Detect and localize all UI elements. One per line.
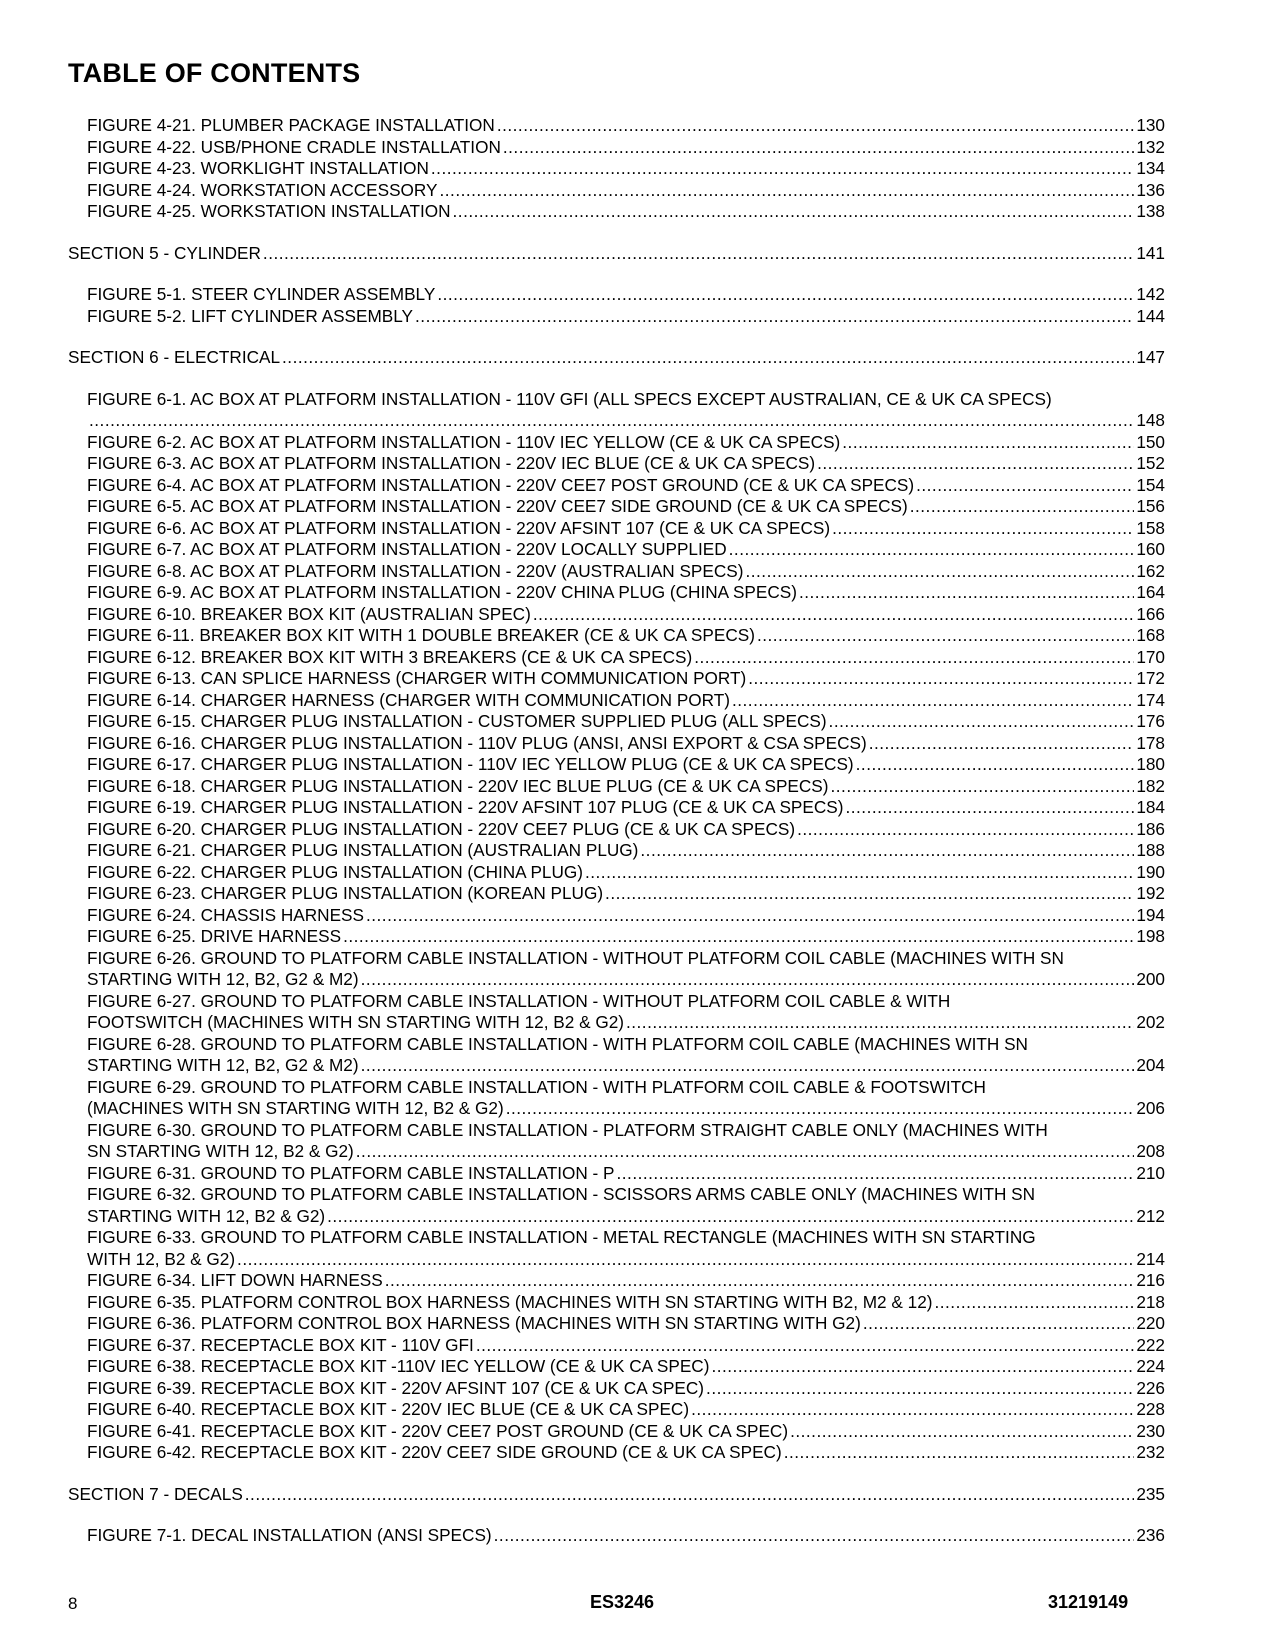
toc-entry-label: FIGURE 6-37. RECEPTACLE BOX KIT - 110V GFI [87,1334,474,1355]
toc-page-number: 178 [1136,732,1165,753]
toc-entry-label: SECTION 6 - ELECTRICAL [68,347,281,367]
toc-entry-label: SECTION 7 - DECALS [68,1483,243,1504]
toc-page-number: 170 [1136,646,1165,667]
footer-doc-number: 31219149 [1048,1592,1129,1612]
toc-figure-entry[interactable] [68,1442,1165,1464]
toc-entry-label: FIGURE 6-32. GROUND TO PLATFORM CABLE INSTALLATION - SCISSORS ARMS CABLE ONLY (MACHINES WITH SN [87,1184,1036,1204]
toc-entry-label: FIGURE 6-25. DRIVE HARNESS [87,926,342,946]
dot-leader [711,1356,1134,1378]
toc-page-number: 222 [1136,1334,1165,1355]
toc-entry-label: FIGURE 5-2. LIFT CYLINDER ASSEMBLY [87,305,414,326]
dot-leader [784,1442,1135,1464]
dot-leader [327,1206,1134,1228]
dot-leader [366,905,1134,927]
dot-leader [89,410,1134,432]
toc-figure-entry[interactable] [68,733,1165,755]
toc-entry-label: STARTING WITH 12, B2, G2 & M2) [87,969,359,989]
toc-figure-entry[interactable] [68,1335,1165,1357]
dot-leader [745,561,1134,583]
dot-leader [799,582,1134,604]
toc-page-number: 192 [1136,883,1165,903]
toc-entry-label: FIGURE 6-5. AC BOX AT PLATFORM INSTALLATION - 220V CEE7 SIDE GROUND (CE & UK CA SPECS) [87,496,908,516]
dot-leader [831,776,1135,798]
dot-leader [343,926,1134,948]
toc-figure-entry[interactable] [68,1163,1165,1185]
dot-leader [832,518,1134,540]
toc-entry-label: FIGURE 6-2. AC BOX AT PLATFORM INSTALLATION - 110V IEC YELLOW (CE & UK CA SPECS) [87,431,841,452]
toc-entry-label: FIGURE 6-38. RECEPTACLE BOX KIT -110V IEC YELLOW (CE & UK CA SPEC) [87,1356,710,1376]
toc-entry-label: FIGURE 6-14. CHARGER HARNESS (CHARGER WITH COMMUNICATION PORT) [87,689,730,710]
toc-page-number: 150 [1136,431,1165,452]
toc-figure-entry[interactable] [68,284,1165,306]
toc-entry-label: FIGURE 6-23. CHARGER PLUG INSTALLATION (KOREAN PLUG) [87,883,604,903]
toc-page-number: 158 [1136,517,1165,538]
toc-entry-label: FIGURE 6-24. CHASSIS HARNESS [87,904,364,925]
toc-page-number: 226 [1136,1377,1165,1398]
toc-page-number: 132 [1136,136,1165,157]
toc-section-entry[interactable] [68,1484,1165,1506]
dot-leader [910,496,1135,518]
toc-figure-entry[interactable] [68,668,1165,690]
toc-figure-entry[interactable] [68,539,1165,561]
toc-entry-label: FIGURE 6-39. RECEPTACLE BOX KIT - 220V AFSINT 107 (CE & UK CA SPEC) [87,1377,705,1398]
toc-entry-label: SN STARTING WITH 12, B2 & G2) [87,1141,354,1161]
toc-page-number: 202 [1136,1012,1165,1032]
dot-leader [356,1141,1135,1163]
dot-leader [694,647,1134,669]
toc-figure-entry[interactable] [68,862,1165,884]
toc-figure-entry[interactable] [68,518,1165,540]
toc-page-number: 156 [1136,496,1165,516]
toc-figure-entry[interactable] [68,1421,1165,1443]
toc-figure-entry[interactable] [68,1227,1165,1270]
toc-figure-entry[interactable] [68,475,1165,497]
dot-leader [869,733,1135,755]
toc-figure-entry[interactable] [68,926,1165,948]
toc-figure-entry[interactable] [68,561,1165,583]
toc-figure-entry[interactable] [68,201,1165,223]
toc-page-number: 141 [1136,242,1165,263]
toc-page-number: 154 [1136,474,1165,495]
toc-figure-entry[interactable] [68,1292,1165,1314]
toc-figure-entry[interactable] [68,1525,1165,1547]
dot-leader [476,1335,1134,1357]
toc-figure-entry[interactable] [68,690,1165,712]
toc-figure-entry[interactable] [68,754,1165,776]
toc-page-number: 230 [1136,1420,1165,1441]
dot-leader [453,201,1135,223]
toc-page-number: 184 [1136,797,1165,817]
dot-leader [797,819,1134,841]
toc-figure-entry[interactable] [68,819,1165,841]
dot-leader [732,690,1134,712]
toc-entry-label: FIGURE 4-21. PLUMBER PACKAGE INSTALLATION [87,115,495,135]
toc-figure-entry[interactable] [68,711,1165,733]
toc-page-number: 147 [1136,347,1165,367]
toc-entry-label: FIGURE 6-35. PLATFORM CONTROL BOX HARNESS (MACHINES WITH SN STARTING WITH B2, M2 & 12) [87,1291,933,1312]
toc-figure-entry[interactable] [68,948,1165,991]
toc-page-number: 220 [1136,1313,1165,1333]
toc-figure-entry[interactable] [68,582,1165,604]
toc-entry-label: FIGURE 6-17. CHARGER PLUG INSTALLATION - 110V IEC YELLOW PLUG (CE & UK CA SPECS) [87,754,854,774]
dot-leader [415,306,1134,328]
toc-page-number: 134 [1136,158,1165,178]
dot-leader [237,1249,1134,1271]
toc-page-number: 204 [1136,1055,1165,1075]
toc-entry-label: FIGURE 6-10. BREAKER BOX KIT (AUSTRALIAN SPEC) [87,603,531,624]
dot-leader [790,1421,1134,1443]
dot-leader [856,754,1135,776]
toc-page-number: 206 [1136,1098,1165,1118]
toc-figure-entry[interactable] [68,1399,1165,1421]
toc-page-number: 142 [1136,284,1165,304]
toc-entry-label: STARTING WITH 12, B2, G2 & M2) [87,1055,359,1075]
toc-entry-label: FIGURE 6-7. AC BOX AT PLATFORM INSTALLATION - 220V LOCALLY SUPPLIED [87,539,727,559]
toc-figure-entry[interactable] [68,432,1165,454]
dot-leader [431,158,1134,180]
dot-leader [626,1012,1134,1034]
toc-page-number: 136 [1136,179,1165,200]
toc-entry-label: FOOTSWITCH (MACHINES WITH SN STARTING WITH 12, B2 & G2) [87,1012,624,1032]
toc-page-number: 216 [1136,1270,1165,1290]
toc-entry-label: FIGURE 6-16. CHARGER PLUG INSTALLATION - 110V PLUG (ANSI, ANSI EXPORT & CSA SPECS) [87,732,867,753]
toc-entry-label: FIGURE 6-3. AC BOX AT PLATFORM INSTALLATION - 220V IEC BLUE (CE & UK CA SPECS) [87,453,816,473]
toc-entry-label: FIGURE 6-11. BREAKER BOX KIT WITH 1 DOUBLE BREAKER (CE & UK CA SPECS) [87,625,755,645]
toc-figure-entry[interactable] [68,1356,1165,1378]
toc-entry-label: FIGURE 6-21. CHARGER PLUG INSTALLATION (AUSTRALIAN PLUG) [87,840,639,860]
dot-leader [916,475,1134,497]
toc-entry-label: FIGURE 6-36. PLATFORM CONTROL BOX HARNESS (MACHINES WITH SN STARTING WITH G2) [87,1313,861,1333]
toc-page-number: 182 [1136,775,1165,796]
toc-entry-label: FIGURE 6-13. CAN SPLICE HARNESS (CHARGER WITH COMMUNICATION PORT) [87,668,747,688]
toc-entry-label: FIGURE 6-8. AC BOX AT PLATFORM INSTALLATION - 220V (AUSTRALIAN SPECS) [87,560,744,581]
footer-page-number: 8 [68,1594,78,1613]
toc-page-number: 236 [1136,1525,1165,1545]
toc-entry-label: FIGURE 6-34. LIFT DOWN HARNESS [87,1270,383,1290]
toc-figure-entry[interactable] [68,647,1165,669]
toc-page-number: 214 [1136,1248,1165,1269]
toc-entry-label: FIGURE 7-1. DECAL INSTALLATION (ANSI SPECS) [87,1525,492,1545]
toc-entry-label: FIGURE 6-28. GROUND TO PLATFORM CABLE INSTALLATION - WITH PLATFORM COIL CABLE (MACHINES WITH SN [87,1033,1028,1054]
toc-page-number: 188 [1136,840,1165,860]
dot-leader [263,243,1134,265]
toc-page-number: 164 [1136,582,1165,602]
toc-entry-label: FIGURE 6-30. GROUND TO PLATFORM CABLE INSTALLATION - PLATFORM STRAIGHT CABLE ONLY (MACHINES WITH [87,1119,1048,1140]
dot-leader [842,432,1134,454]
dot-leader [706,1378,1134,1400]
toc-entry-label: FIGURE 6-15. CHARGER PLUG INSTALLATION - CUSTOMER SUPPLIED PLUG (ALL SPECS) [87,711,827,731]
dot-leader [748,668,1134,690]
toc-figure-entry[interactable] [68,306,1165,328]
toc-entry-label: FIGURE 6-31. GROUND TO PLATFORM CABLE INSTALLATION - P [87,1162,615,1183]
toc-entry-label: FIGURE 5-1. STEER CYLINDER ASSEMBLY [87,284,436,304]
toc-page-number: 186 [1136,818,1165,839]
toc-figure-entry[interactable] [68,115,1165,137]
toc-figure-entry[interactable] [68,883,1165,905]
toc-page-number: 152 [1136,453,1165,473]
toc-entry-label: FIGURE 6-20. CHARGER PLUG INSTALLATION - 220V CEE7 PLUG (CE & UK CA SPECS) [87,818,796,839]
dot-leader [934,1292,1134,1314]
dot-leader [533,604,1135,626]
page-title: TABLE OF CONTENTS [68,58,361,88]
toc-entry-label: FIGURE 6-29. GROUND TO PLATFORM CABLE INSTALLATION - WITH PLATFORM COIL CABLE & FOOTSWITCH [87,1076,986,1097]
toc-entry-label: FIGURE 4-23. WORKLIGHT INSTALLATION [87,158,429,178]
dot-leader [494,1525,1135,1547]
toc-figure-entry[interactable] [68,991,1165,1034]
toc-page-number: 235 [1136,1483,1165,1504]
toc-page-number: 208 [1136,1141,1165,1161]
toc-figure-entry[interactable] [68,180,1165,202]
toc-page-number: 138 [1136,201,1165,221]
toc-page-number: 176 [1136,711,1165,731]
toc-page-number: 174 [1136,689,1165,710]
dot-leader [829,711,1135,733]
dot-leader [497,115,1134,137]
toc-entry-label: FIGURE 4-22. USB/PHONE CRADLE INSTALLATION [87,136,501,157]
toc-entry-label: FIGURE 6-4. AC BOX AT PLATFORM INSTALLATION - 220V CEE7 POST GROUND (CE & UK CA SPECS) [87,474,915,495]
toc-entry-label: FIGURE 6-27. GROUND TO PLATFORM CABLE INSTALLATION - WITHOUT PLATFORM COIL CABLE & WITH [87,990,951,1011]
toc-entry-label: FIGURE 4-24. WORKSTATION ACCESSORY [87,179,438,200]
toc-entry-label: SECTION 5 - CYLINDER [68,242,261,263]
toc-figure-entry[interactable] [68,1034,1165,1077]
toc-entry-label: FIGURE 6-41. RECEPTACLE BOX KIT - 220V CEE7 POST GROUND (CE & UK CA SPEC) [87,1420,789,1441]
toc-figure-entry[interactable] [68,1077,1165,1120]
toc-page-number: 210 [1136,1162,1165,1183]
toc-page-number: 200 [1136,969,1165,989]
dot-leader [282,347,1134,369]
toc-figure-entry[interactable] [68,389,1165,432]
toc-figure-entry[interactable] [68,625,1165,647]
toc-entry-label: FIGURE 6-33. GROUND TO PLATFORM CABLE INSTALLATION - METAL RECTANGLE (MACHINES WITH SN STARTING [87,1227,1036,1247]
dot-leader [605,883,1134,905]
toc-figure-entry[interactable] [68,604,1165,626]
toc-entry-label: FIGURE 6-1. AC BOX AT PLATFORM INSTALLATION - 110V GFI (ALL SPECS EXCEPT AUSTRALIAN, CE & UK CA SPECS) [87,388,1052,409]
toc-figure-entry[interactable] [68,840,1165,862]
toc-figure-entry[interactable] [68,496,1165,518]
toc-section-entry[interactable] [68,243,1165,265]
toc-figure-entry[interactable] [68,1120,1165,1163]
toc-entry-label: STARTING WITH 12, B2 & G2) [87,1205,326,1226]
dot-leader [691,1399,1134,1421]
toc-page-number: 212 [1136,1205,1165,1226]
toc-page-number: 218 [1136,1291,1165,1312]
toc-figure-entry[interactable] [68,1270,1165,1292]
dot-leader [640,840,1134,862]
toc-page-number: 148 [1136,410,1165,430]
dot-leader [245,1484,1135,1506]
table-of-contents [68,115,1165,1547]
dot-leader [385,1270,1135,1292]
dot-leader [437,284,1134,306]
toc-page-number: 198 [1136,926,1165,946]
toc-entry-label: FIGURE 6-18. CHARGER PLUG INSTALLATION - 220V IEC BLUE PLUG (CE & UK CA SPECS) [87,775,829,796]
toc-entry-label: FIGURE 6-19. CHARGER PLUG INSTALLATION - 220V AFSINT 107 PLUG (CE & UK CA SPECS) [87,797,844,817]
toc-entry-label: FIGURE 6-22. CHARGER PLUG INSTALLATION (CHINA PLUG) [87,861,583,882]
toc-page-number: 168 [1136,625,1165,645]
toc-page-number: 190 [1136,861,1165,882]
toc-page-number: 194 [1136,904,1165,925]
toc-page-number: 228 [1136,1399,1165,1419]
toc-page-number: 162 [1136,560,1165,581]
toc-figure-entry[interactable] [68,158,1165,180]
dot-leader [506,1098,1135,1120]
toc-page-number: 232 [1136,1442,1165,1462]
dot-leader [617,1163,1135,1185]
toc-page-number: 160 [1136,539,1165,559]
toc-entry-label: (MACHINES WITH SN STARTING WITH 12, B2 & G2) [87,1098,504,1118]
dot-leader [817,453,1134,475]
toc-entry-label: FIGURE 6-9. AC BOX AT PLATFORM INSTALLATION - 220V CHINA PLUG (CHINA SPECS) [87,582,797,602]
dot-leader [503,137,1134,159]
toc-figure-entry[interactable] [68,776,1165,798]
toc-page-number: 224 [1136,1356,1165,1376]
toc-figure-entry[interactable] [68,1313,1165,1335]
toc-entry-label: FIGURE 4-25. WORKSTATION INSTALLATION [87,201,451,221]
toc-entry-label: FIGURE 6-42. RECEPTACLE BOX KIT - 220V CEE7 SIDE GROUND (CE & UK CA SPEC) [87,1442,782,1462]
toc-section-entry[interactable] [68,347,1165,369]
toc-figure-entry[interactable] [68,1378,1165,1400]
toc-page-number: 166 [1136,603,1165,624]
footer-model: ES3246 [590,1592,655,1612]
toc-figure-entry[interactable] [68,453,1165,475]
dot-leader [440,180,1135,202]
toc-figure-entry[interactable] [68,1184,1165,1227]
toc-entry-label: FIGURE 6-6. AC BOX AT PLATFORM INSTALLATION - 220V AFSINT 107 (CE & UK CA SPECS) [87,517,831,538]
toc-entry-label: FIGURE 6-12. BREAKER BOX KIT WITH 3 BREAKERS (CE & UK CA SPECS) [87,646,693,667]
toc-figure-entry[interactable] [68,797,1165,819]
toc-page-number: 172 [1136,668,1165,688]
toc-page-number: 144 [1136,305,1165,326]
toc-entry-label: FIGURE 6-40. RECEPTACLE BOX KIT - 220V IEC BLUE (CE & UK CA SPEC) [87,1399,690,1419]
dot-leader [729,539,1135,561]
toc-page-number: 180 [1136,754,1165,774]
dot-leader [863,1313,1134,1335]
dot-leader [361,1055,1135,1077]
dot-leader [361,969,1135,991]
dot-leader [757,625,1134,647]
toc-entry-label: FIGURE 6-26. GROUND TO PLATFORM CABLE INSTALLATION - WITHOUT PLATFORM COIL CABLE (MACHINES WITH SN [87,947,1064,968]
toc-figure-entry[interactable] [68,137,1165,159]
dot-leader [845,797,1134,819]
toc-entry-label: WITH 12, B2 & G2) [87,1248,236,1269]
toc-figure-entry[interactable] [68,905,1165,927]
dot-leader [585,862,1134,884]
toc-page-number: 130 [1136,115,1165,135]
